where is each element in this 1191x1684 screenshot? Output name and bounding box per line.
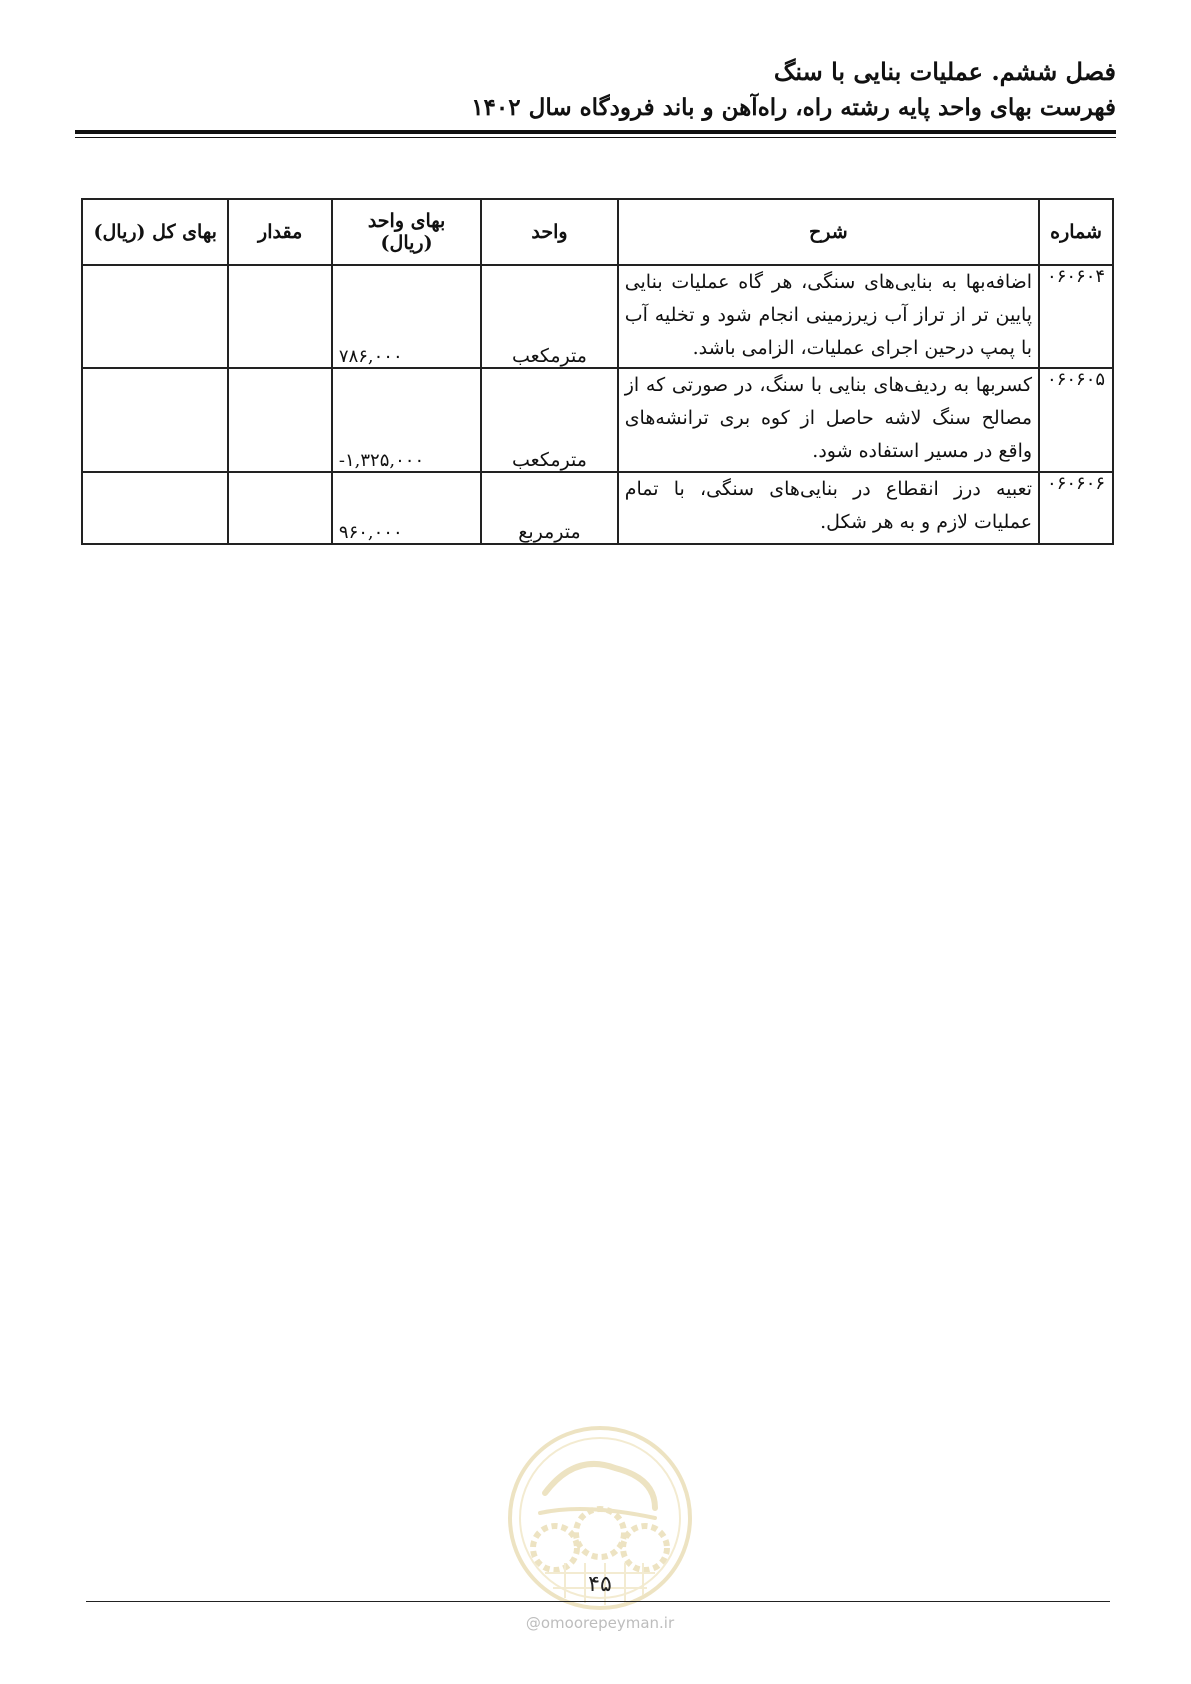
row-code: ۰۶۰۶۰۵ xyxy=(1039,368,1113,472)
column-header-code: شماره xyxy=(1039,199,1113,265)
header-rule-thin xyxy=(75,137,1116,138)
row-code: ۰۶۰۶۰۴ xyxy=(1039,265,1113,368)
row-description: کسربها به ردیف‌های بنایی با سنگ، در صورتی که از مصالح سنگ لاشه حاصل از کوه بری ترانشه‌های واقع در مسیر استفاده شود. xyxy=(618,368,1039,472)
column-header-unit: واحد xyxy=(481,199,617,265)
price-list-title: فهرست بهای واحد پایه رشته راه، راه‌آهن و باند فرودگاه سال ۱۴۰۲ xyxy=(471,94,1116,121)
column-header-description: شرح xyxy=(618,199,1039,265)
table-row xyxy=(82,472,1113,544)
row-total-price xyxy=(82,368,228,472)
price-items-table xyxy=(81,198,1114,545)
row-description: اضافه‌بها به بنایی‌های سنگی، هر گاه عملیات بنایی پایین تر از تراز آب زیرزمینی انجام شود و تخلیه آب با پمپ درحین اجرای عملیات، الزامی باشد. xyxy=(618,265,1039,368)
chapter-title: فصل ششم. عملیات بنایی با سنگ xyxy=(773,57,1116,86)
table-row xyxy=(82,265,1113,368)
watermark-site-text: @omoorepeyman.ir xyxy=(525,1614,675,1632)
footer-rule xyxy=(86,1601,1110,1602)
row-total-price xyxy=(82,472,228,544)
row-description: تعبیه درز انقطاع در بنایی‌های سنگی، با تمام عملیات لازم و به هر شکل. xyxy=(618,472,1039,544)
row-unit-price: ۹۶۰,۰۰۰ xyxy=(332,472,481,544)
row-unit-price: ۷۸۶,۰۰۰ xyxy=(332,265,481,368)
row-code: ۰۶۰۶۰۶ xyxy=(1039,472,1113,544)
table-header-row xyxy=(82,199,1113,265)
column-header-quantity: مقدار xyxy=(228,199,332,265)
page-number: ۴۵ xyxy=(588,1572,612,1597)
row-unit: مترمکعب xyxy=(481,368,617,472)
table-row xyxy=(82,368,1113,472)
row-quantity xyxy=(228,265,332,368)
row-quantity xyxy=(228,368,332,472)
header-rule-thick xyxy=(75,130,1116,134)
column-header-total-price: بهای کل (ریال) xyxy=(82,199,228,265)
row-total-price xyxy=(82,265,228,368)
row-unit-price: -۱,۳۲۵,۰۰۰ xyxy=(332,368,481,472)
column-header-unit-price: بهای واحد (ریال) xyxy=(332,199,481,265)
row-unit: مترمکعب xyxy=(481,265,617,368)
row-quantity xyxy=(228,472,332,544)
row-unit: مترمربع xyxy=(481,472,617,544)
page-header xyxy=(76,55,1116,125)
